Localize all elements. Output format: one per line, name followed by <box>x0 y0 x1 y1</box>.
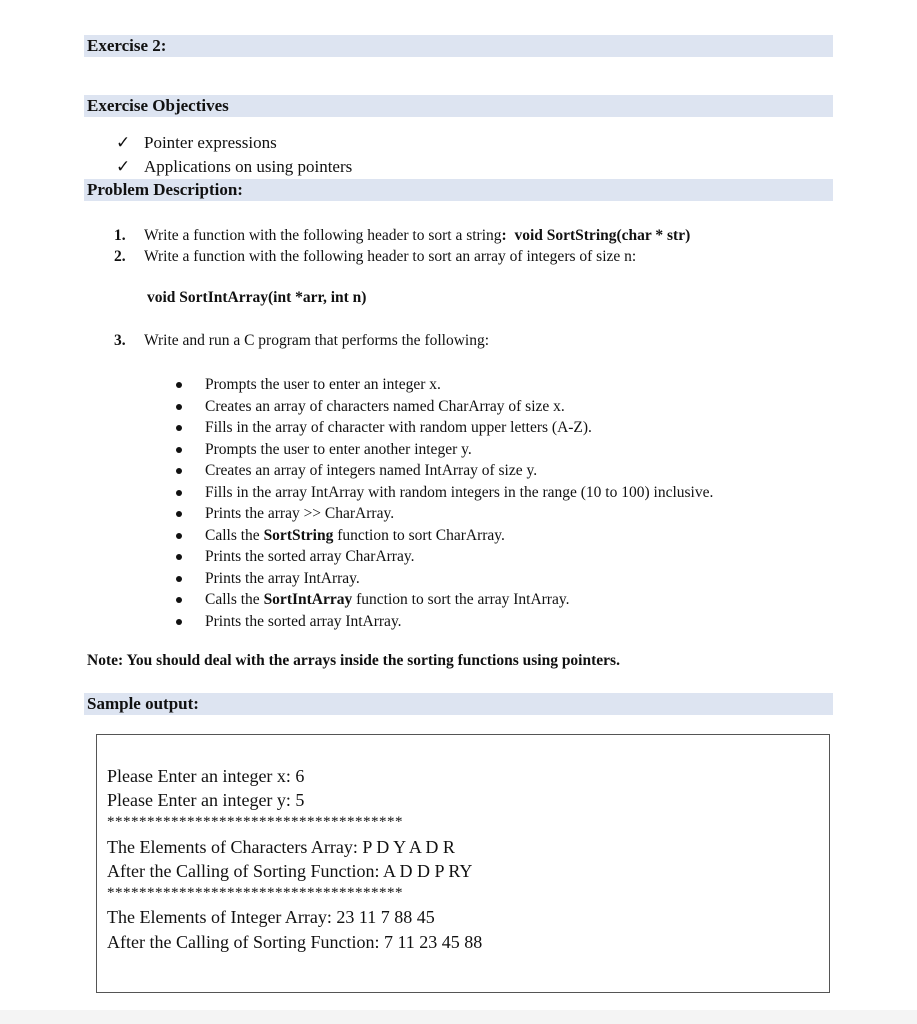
list-item: Calls the SortString function to sort CharArray. <box>176 525 713 547</box>
list-item: Fills in the array IntArray with random integers in the range (10 to 100) inclusive. <box>176 482 713 504</box>
bullet-icon <box>176 619 182 625</box>
list-item: Creates an array of integers named IntArray of size y. <box>176 460 713 482</box>
steps-list <box>176 374 713 632</box>
output-line: After the Calling of Sorting Function: A D D P RY <box>107 861 473 881</box>
objective-item <box>116 132 277 154</box>
output-separator: ************************************* <box>107 885 403 901</box>
list-item: Prints the array IntArray. <box>176 568 713 590</box>
checkmark-icon: ✓ <box>116 157 131 176</box>
bullet-icon <box>176 468 182 474</box>
objective-item <box>116 156 352 178</box>
bullet-icon <box>176 404 182 410</box>
bullet-icon <box>176 554 182 560</box>
item-colon: : <box>501 227 507 244</box>
problem-item-1 <box>114 226 690 246</box>
item-number: 3. <box>114 332 126 349</box>
item-number: 2. <box>114 248 126 265</box>
sample-output-heading: Sample output: <box>84 693 833 715</box>
sample-output-box <box>96 734 830 993</box>
output-line: Please Enter an integer x: 6 <box>107 766 305 786</box>
list-item: Prints the sorted array CharArray. <box>176 546 713 568</box>
item-number: 1. <box>114 227 126 244</box>
problem-item-3 <box>114 331 489 351</box>
item-text: Write a function with the following header to sort an array of integers of size n: <box>144 248 637 265</box>
objectives-heading: Exercise Objectives <box>84 95 833 117</box>
bullet-icon <box>176 597 182 603</box>
list-item: Prompts the user to enter an integer x. <box>176 374 713 396</box>
output-separator: ************************************* <box>107 814 403 830</box>
sortintarray-signature: void SortIntArray(int *arr, int n) <box>147 289 367 306</box>
bullet-icon <box>176 576 182 582</box>
note-text: Note: You should deal with the arrays inside the sorting functions using pointers. <box>87 652 620 669</box>
exercise-title: Exercise 2: <box>84 35 833 57</box>
list-item: Creates an array of characters named CharArray of size x. <box>176 396 713 418</box>
bullet-icon <box>176 533 182 539</box>
list-item: Calls the SortIntArray function to sort the array IntArray. <box>176 589 713 611</box>
list-item: Prompts the user to enter another integer y. <box>176 439 713 461</box>
bullet-icon <box>176 447 182 453</box>
output-line: Please Enter an integer y: 5 <box>107 790 305 810</box>
list-item: Prints the sorted array IntArray. <box>176 611 713 633</box>
objective-text: Pointer expressions <box>144 133 277 152</box>
bullet-icon <box>176 490 182 496</box>
page-bottom-edge <box>0 1010 917 1024</box>
problem-heading: Problem Description: <box>84 179 833 201</box>
problem-item-2 <box>114 247 636 267</box>
list-item: Fills in the array of character with random upper letters (A-Z). <box>176 417 713 439</box>
bullet-icon <box>176 425 182 431</box>
list-item: Prints the array >> CharArray. <box>176 503 713 525</box>
bullet-icon <box>176 382 182 388</box>
item-text: Write a function with the following header to sort a string <box>144 227 502 244</box>
item-text: Write and run a C program that performs the following: <box>144 332 490 349</box>
objective-text: Applications on using pointers <box>144 157 353 176</box>
checkmark-icon: ✓ <box>116 133 131 152</box>
output-line: The Elements of Characters Array: P D Y A D R <box>107 837 455 857</box>
bullet-icon <box>176 511 182 517</box>
output-line: After the Calling of Sorting Function: 7 11 23 45 88 <box>107 932 483 952</box>
output-line: The Elements of Integer Array: 23 11 7 88 45 <box>107 907 435 927</box>
sortstring-signature: void SortString(char * str) <box>514 227 691 244</box>
